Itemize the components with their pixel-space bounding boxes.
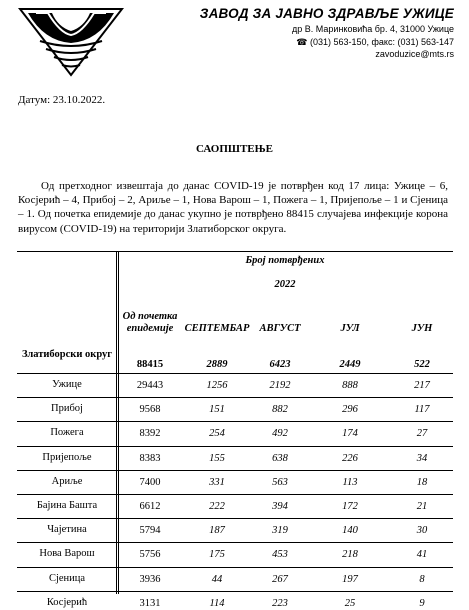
table-cell: 223 (272, 597, 288, 609)
table-cell: 6612 (139, 501, 161, 512)
table-cell: 151 (209, 404, 225, 416)
row-label: Сјеница (48, 572, 86, 584)
table-group-title: Број потврђених (245, 255, 325, 266)
row-separator (17, 591, 453, 592)
institute-logo (18, 5, 124, 77)
row-label: Ариље (51, 475, 83, 487)
table-cell: 197 (342, 573, 358, 585)
col-header-august: АВГУСТ (259, 323, 301, 334)
table-cell: 8 (419, 573, 425, 585)
announcement-text (18, 179, 448, 236)
table-cell: 5756 (139, 549, 161, 561)
phone-icon: ☎ (296, 36, 308, 47)
table-cell: 1256 (206, 380, 228, 391)
table-cell: 267 (272, 573, 288, 585)
row-label: Бајина Башта (36, 500, 98, 511)
table-cell: 140 (342, 525, 358, 537)
table-cell: 174 (342, 428, 358, 440)
table-cell: 226 (342, 452, 358, 464)
col-header-september: СЕПТЕМБАР (184, 323, 250, 334)
row-label: Прибој (51, 403, 83, 415)
table-cell: 254 (209, 428, 225, 440)
total-cell: 2889 (206, 359, 228, 370)
table-cell: 175 (209, 549, 225, 561)
table-cell: 8392 (139, 428, 161, 440)
table-cell: 117 (414, 404, 430, 416)
table-cell: 882 (272, 404, 288, 416)
col-header-total: Од почетка епидемије (122, 311, 178, 334)
row-label: Нова Варош (39, 548, 95, 560)
table-cell: 453 (272, 549, 288, 561)
table-cell: 218 (342, 549, 358, 561)
row-separator (17, 542, 453, 543)
organization-phone: ☎ (031) 563-150, факс: (031) 563-147 (296, 36, 454, 47)
table-cell: 888 (342, 380, 358, 391)
row-label-total: Златиборски округ (21, 349, 113, 360)
table-cell: 9 (419, 597, 425, 609)
row-label: Пожега (50, 427, 84, 439)
table-cell: 30 (416, 525, 428, 537)
table-cell: 319 (272, 525, 288, 537)
cases-table (17, 251, 453, 609)
table-cell: 187 (209, 525, 225, 537)
table-cell: 34 (416, 452, 428, 464)
table-cell: 155 (209, 452, 225, 464)
organization-header (124, 6, 454, 61)
table-cell: 44 (211, 573, 223, 585)
row-separator (17, 397, 453, 398)
table-cell: 394 (272, 501, 288, 512)
table-cell: 18 (416, 476, 428, 488)
table-top-border (17, 251, 453, 252)
table-cell: 222 (209, 501, 225, 512)
table-cell: 29443 (136, 380, 164, 391)
table-cell: 25 (344, 597, 356, 609)
total-cell: 2449 (339, 359, 361, 370)
col-header-july: ЈУЛ (340, 323, 360, 334)
table-cell: 41 (416, 549, 428, 561)
table-year: 2022 (274, 279, 296, 290)
table-cell: 21 (416, 501, 428, 512)
table-cell: 331 (209, 476, 225, 488)
table-cell: 172 (342, 501, 358, 512)
row-label: Ужице (52, 379, 82, 390)
row-label: Косјерић (46, 596, 88, 608)
table-cell: 114 (209, 597, 225, 609)
table-cell: 217 (414, 380, 430, 391)
row-separator (17, 373, 453, 374)
organization-email: zavoduzice@mts.rs (375, 49, 454, 60)
table-cell: 7400 (139, 476, 161, 488)
col-header-june: ЈУН (411, 323, 433, 334)
table-cell: 27 (416, 428, 428, 440)
row-separator (17, 446, 453, 447)
row-label: Чајетина (47, 524, 87, 536)
table-cell: 563 (272, 476, 288, 488)
total-cell: 522 (414, 359, 430, 370)
row-separator (17, 518, 453, 519)
table-cell: 3936 (139, 573, 161, 585)
total-cell: 6423 (269, 359, 291, 370)
announcement-paragraph: Од претходног извештаја до данас COVID-19 је потврђен код 17 лица: Ужице – 6, Косјерић – 4, Прибој – 2, Ариље – 1, Нова Варош – 1, Пожега – 1, Пријепоље – 1 и Сјеница – 1. Од почетка епидемије до данас укупно је потврђено 88415 случајева инфекције корона вирусом (COVID-19) на територији Златиборског округа. (18, 180, 448, 235)
table-cell: 638 (272, 452, 288, 464)
total-cell: 88415 (136, 359, 164, 370)
table-cell: 9568 (139, 404, 161, 416)
table-cell: 296 (342, 404, 358, 416)
row-separator (17, 421, 453, 422)
table-cell: 2192 (269, 380, 291, 391)
row-label: Пријепоље (42, 451, 92, 463)
row-separator (17, 494, 453, 495)
document-date: Датум: 23.10.2022. (18, 94, 106, 106)
table-cell: 8383 (139, 452, 161, 464)
table-cell: 5794 (139, 525, 161, 537)
row-separator (17, 470, 453, 471)
organization-address: др В. Маринковића бр. 4, 31000 Ужице (292, 24, 454, 34)
table-cell: 3131 (139, 597, 161, 609)
row-separator (17, 567, 453, 568)
table-cell: 492 (272, 428, 288, 440)
table-cell: 113 (342, 476, 358, 488)
document-title: САОПШТЕЊЕ (195, 143, 274, 155)
organization-name: ЗАВОД ЗА ЈАВНО ЗДРАВЉЕ УЖИЦЕ (199, 6, 454, 21)
